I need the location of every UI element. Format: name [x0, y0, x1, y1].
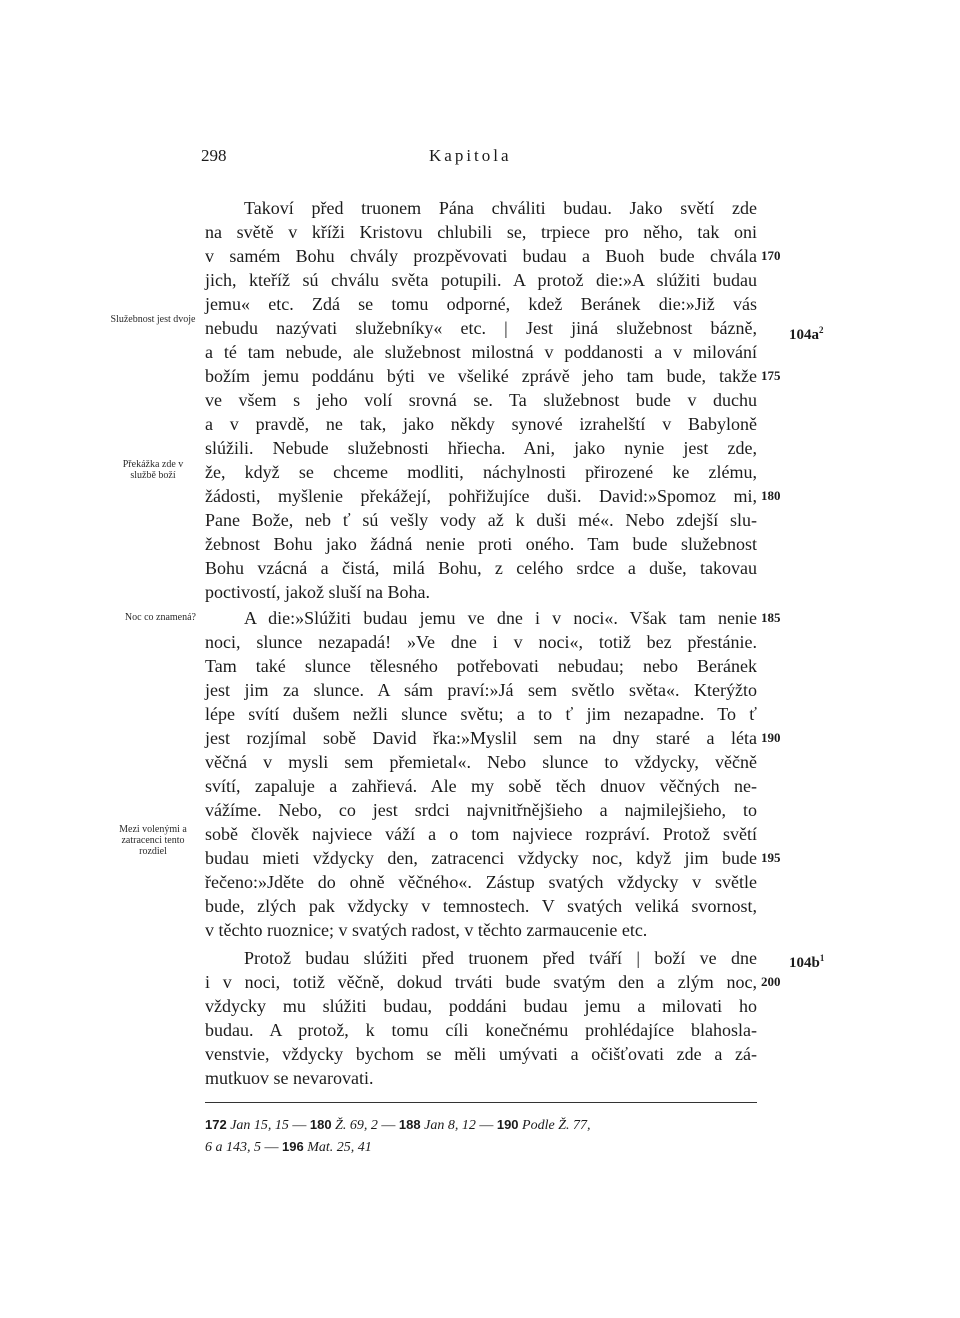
text-line: svítí, zapaluje a zahřievá. Ale my sobě těch dnuov věčných ne- [205, 776, 757, 796]
text-line: Protož budau slúžiti před truonem před tváří | boží ve dne [244, 948, 757, 968]
text-line: vždycky mu slúžiti budau, poddáni budau jemu a milovati ho [205, 996, 757, 1016]
text-line: Pane Bože, neb ť sú vešly vody až k duši mé«. Nebo zdejší slu- [205, 510, 757, 530]
footnote-line-ref: 172 [205, 1117, 227, 1132]
text-line: ve všem s jeho volí srovná se. Ta služebnost bude v duchu [205, 390, 757, 410]
text-line: jest rozjímal sobě David řka:»Myslil sem na dny staré a léta [205, 728, 757, 748]
margin-note: Služebnost jest dvoje [110, 314, 196, 325]
line-number: 185 [761, 610, 781, 625]
text-line: bude, zlých pak vždycky v temnostech. V svatých veliká svornost, [205, 896, 757, 916]
text-line: noci, slunce nezapadá! »Ve dne i v noci«, totiž bez přestánie. [205, 632, 757, 652]
line-number: 195 [761, 850, 781, 865]
folio-label: 104b [789, 955, 820, 971]
folio-reference [789, 318, 824, 347]
text-line: nebudu nazývati služebníky« etc. | Jest jiná služebnost bázně, [205, 318, 757, 338]
text-line: na světě v kříži Kristovu chlubili se, trpiece pro něho, tak oni [205, 222, 757, 242]
text-line: žádosti, myšlenie překážejí, pohřižujíce duši. David:»Spomoz mi, [205, 486, 757, 506]
margin-note: Noc co znamená? [124, 612, 196, 623]
footnote-citation: Ž. 69, 2 [335, 1118, 378, 1133]
line-number: 175 [761, 368, 781, 383]
footnote-citation: Mat. 25, 41 [307, 1140, 372, 1155]
footnote-line-ref: 196 [282, 1139, 304, 1154]
footnote-line-2: 6 a 143, 5 — 196 Mat. 25, 41 [205, 1139, 372, 1155]
text-line: Tam také slunce tělesného potřebovati nebudau; nebo Beránek [205, 656, 757, 676]
folio-superscript: 2 [819, 325, 824, 335]
text-line: budau. A protož, k tomu cíli konečnému prohlédajíce blahosla- [205, 1020, 757, 1040]
footnote-citation: 6 a 143, 5 [205, 1140, 261, 1155]
line-number: 190 [761, 730, 781, 745]
line-number: 180 [761, 488, 781, 503]
text-line: božím jemu poddánu býti ve všeliké zprávě jeho tam bude, takže [205, 366, 757, 386]
line-number: 200 [761, 974, 781, 989]
folio-superscript: 1 [819, 953, 825, 963]
text-line: Bohu vzácná a čistá, milá Bohu, z celého srdce a duše, takovau [205, 558, 757, 578]
footnote-line-1: 172 Jan 15, 15 — 180 Ž. 69, 2 — 188 Jan 8, 12 — 190 Podle Ž. 77, [205, 1117, 591, 1133]
text-line: mutkuov se nevarovati. [205, 1068, 374, 1088]
margin-note: Mezi volenými a zatracenci tento rozdiel [119, 824, 187, 857]
text-line: a té tam nebude, ale služebnost milostná v poddanosti a v milování [205, 342, 757, 362]
text-line: věčná v mysli sem přemietal«. Nebo slunce to vždycky, věčně [205, 752, 757, 772]
running-title: Kapitola [429, 146, 512, 165]
footnote-line-ref: 188 [398, 1117, 421, 1132]
text-line: sobě člověk najviece váží a o tom najviece rozpráví. Protož světí [205, 824, 757, 844]
text-line: jich, kteříž sú chválu světa potupili. A protož die:»A slúžiti budau [205, 270, 757, 290]
page-number: 298 [201, 146, 227, 165]
folio-label: 104a [789, 327, 819, 343]
text-line: v samém Bohu chvály prozpěvovati budau a Buoh bude chvála [205, 246, 757, 266]
text-line: vážíme. Nebo, co jest srdci najvnitřnějšieho a najmilejšieho, to [205, 800, 757, 820]
margin-note: Překážka zde v službě boží [122, 459, 184, 481]
text-line: poctivostí, jakož sluší na Boha. [205, 582, 430, 602]
text-line: jest jim za slunce. A sám praví:»Já sem světlo světa«. Kterýžto [205, 680, 757, 700]
text-line: Takoví před truonem Pána chváliti budau. Jako světí zde [244, 198, 757, 218]
text-line: žebnost Bohu jako žádná nenie proti oného. Tam bude služebnost [205, 534, 757, 554]
line-number: 170 [761, 248, 781, 263]
text-line: slúžili. Nebude služebnosti hřiecha. Ani, jako nynie jest zde, [205, 438, 757, 458]
footnote-citation: Jan 8, 12 [424, 1118, 476, 1133]
text-line: a v pravdě, ne tak, jako někdy synové izrahelští v Babyloně [205, 414, 757, 434]
text-line: v těchto ruoznice; v svatých radost, v těchto zarmaucenie etc. [205, 920, 648, 940]
text-line: jemu« etc. Zdá se tomu odporné, kdež Beránek die:»Již vás [205, 294, 757, 314]
text-line: venstvie, vždycky bychom se měli umývati a očišťovati zde a zá- [205, 1044, 757, 1064]
footnote-line-ref: 180 [309, 1117, 332, 1132]
text-line: že, když se chceme modliti, náchylnosti přirozené ke zlému, [205, 462, 757, 482]
text-line: lépe svítí dušem nežli slunce světu; a to ť jim nezapadne. To ť [205, 704, 757, 724]
text-line: A die:»Slúžiti budau jemu ve dne i v noci«. Však tam nenie [244, 608, 757, 628]
folio-reference [789, 946, 824, 975]
text-line: řečeno:»Jděte do ohně věčného«. Zástup svatých vždycky v světle [205, 872, 757, 892]
text-line: i v noci, totiž věčně, dokud trváti bude svatým den a zlým noc, [205, 972, 757, 992]
footnote-citation: Podle Ž. 77, [522, 1118, 591, 1133]
footnote-line-ref: 190 [496, 1117, 519, 1132]
footnote-rule [205, 1102, 757, 1103]
text-line: budau mieti vždycky den, zatracenci vždycky noc, když jim bude [205, 848, 757, 868]
footnote-citation: Jan 15, 15 [230, 1118, 289, 1133]
